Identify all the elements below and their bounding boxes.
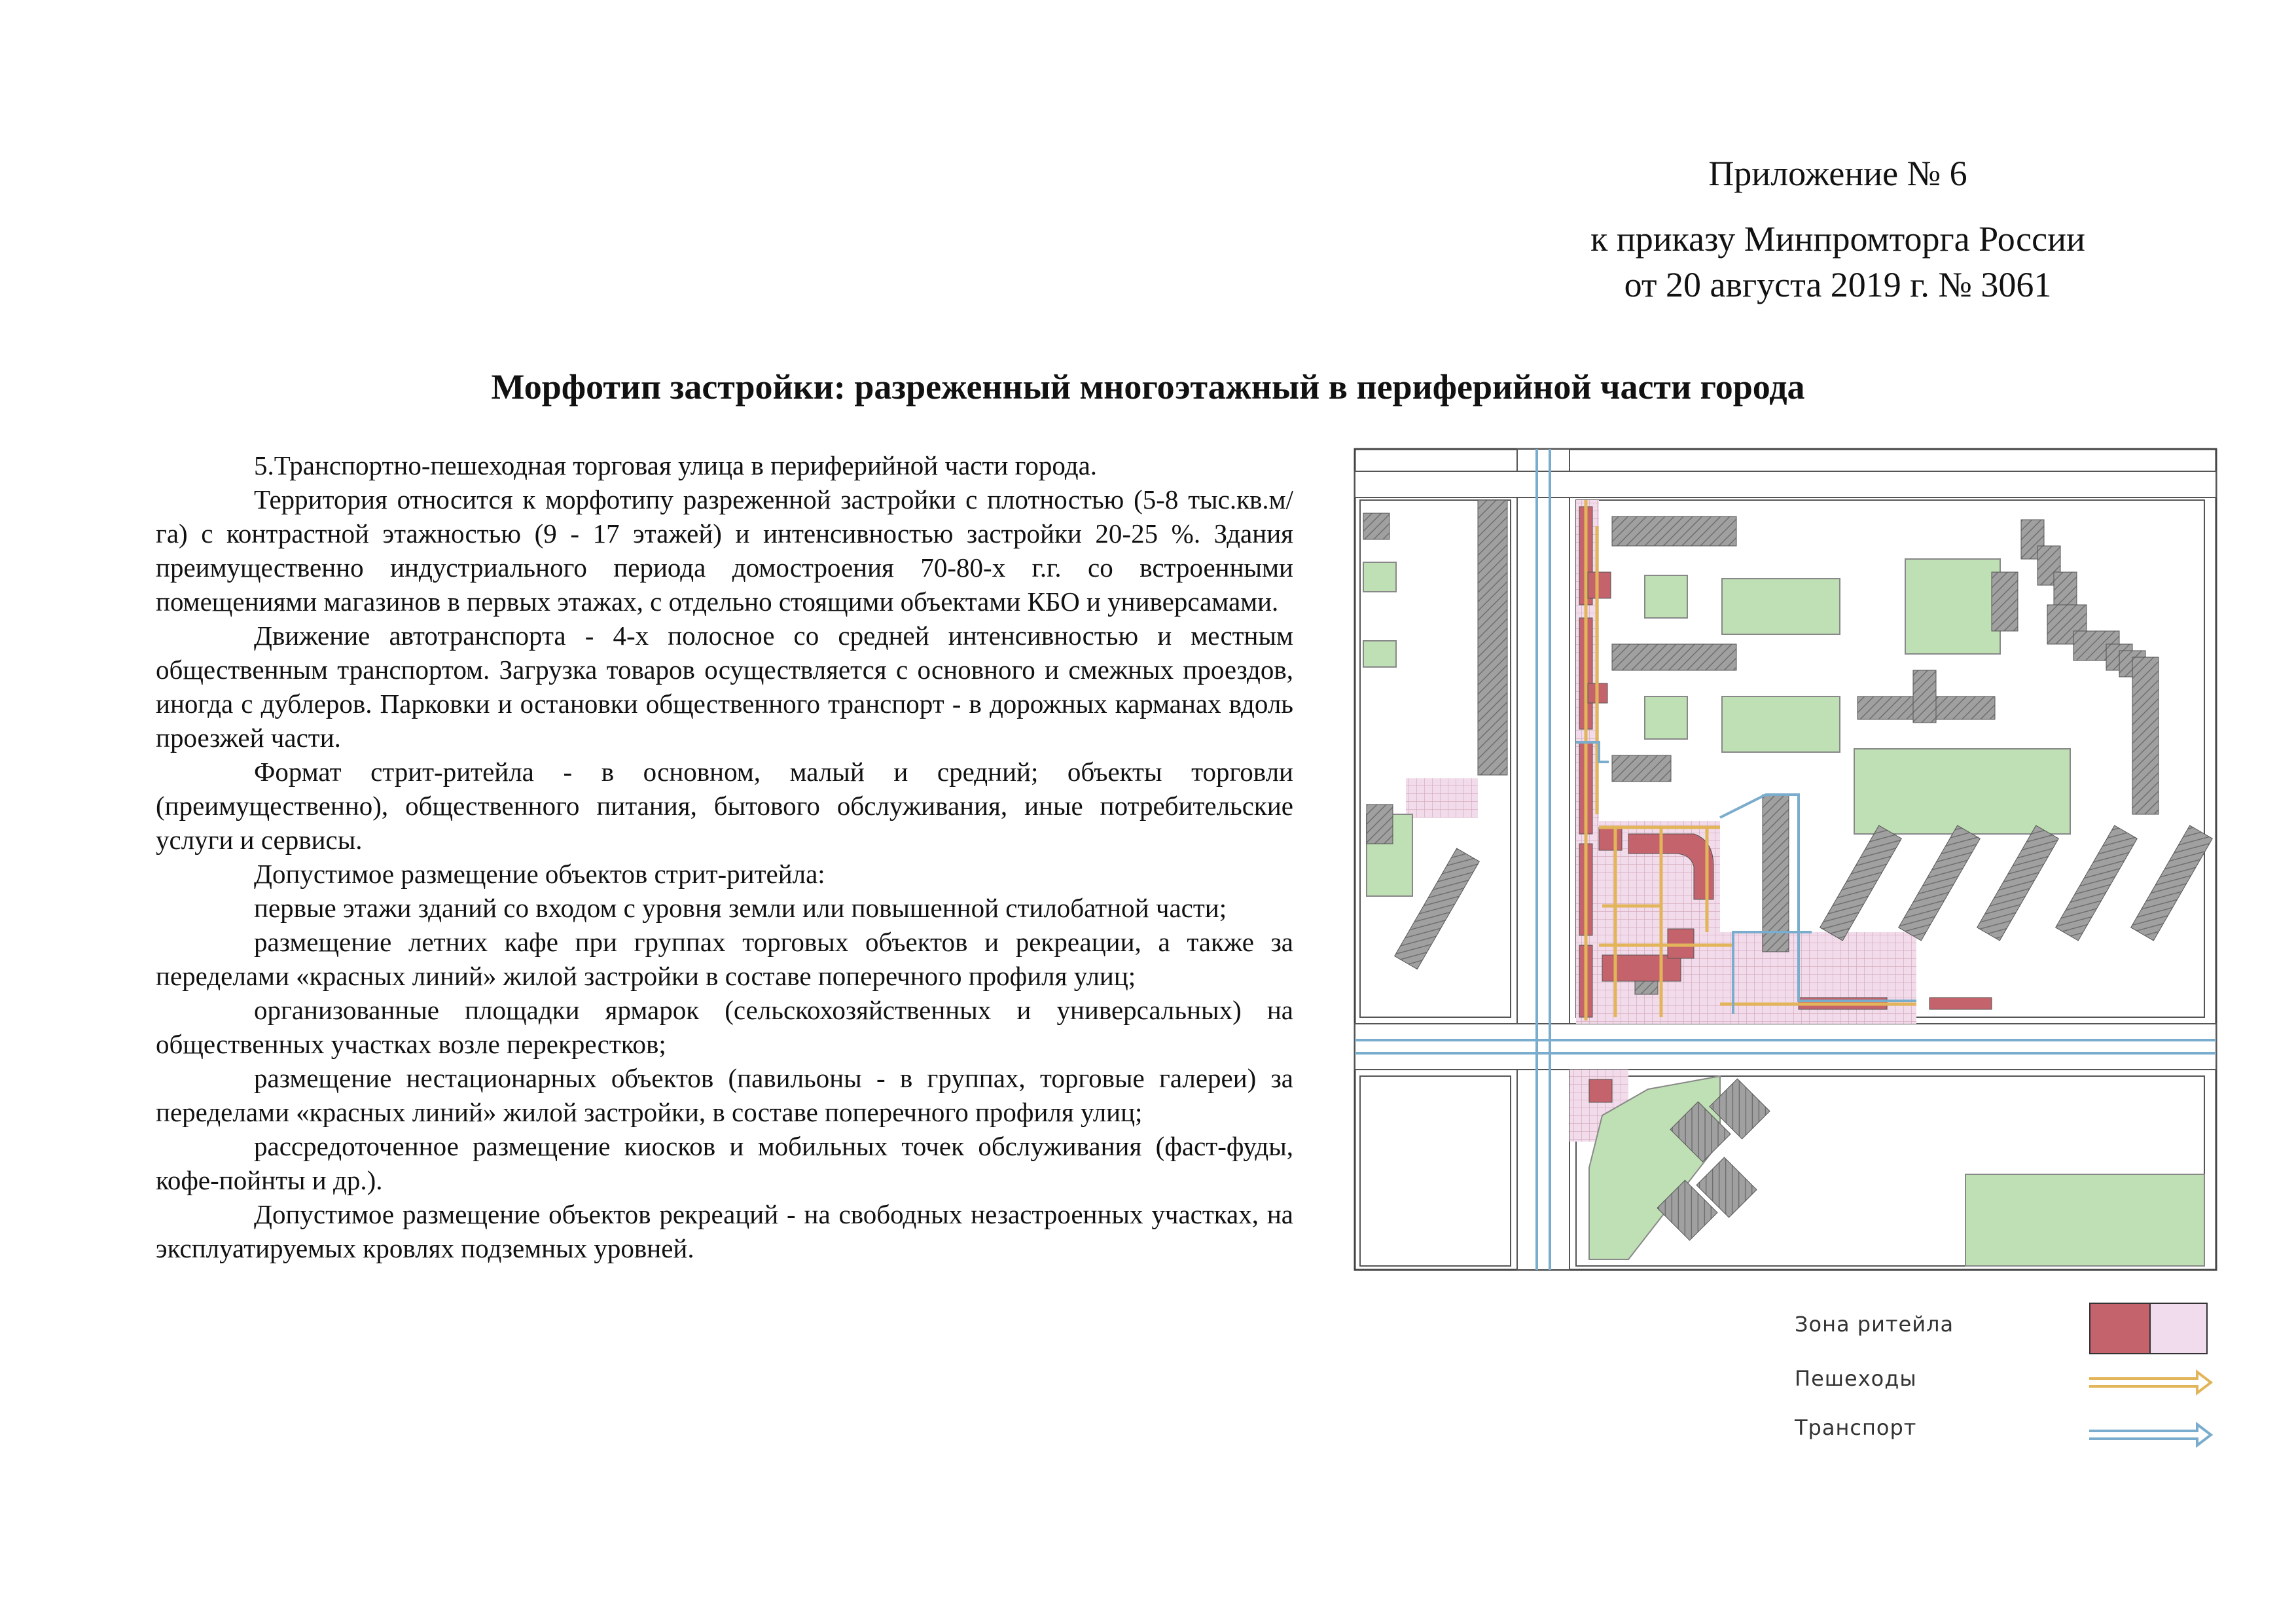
- paragraph: организованные площадки ярмарок (сельскохозяйственных и универсальных) на общественных участках возле перекрестков;: [156, 995, 1293, 1059]
- road-vertical: [1517, 449, 1570, 1270]
- paragraph: размещение нестационарных объектов (павильоны - в группах, торговые галереи) за переделами «красных линий» жилой застройки, в составе поперечного профиля улиц;: [156, 1063, 1293, 1127]
- building: [1612, 755, 1671, 782]
- paragraph: первые этажи зданий со входом с уровня земли или повышенной стилобатной части;: [254, 893, 1227, 923]
- building: [1612, 516, 1736, 546]
- transport-arrow-icon: [2089, 1422, 2214, 1448]
- green-area: [1722, 696, 1840, 752]
- green-area: [1645, 575, 1687, 618]
- body-text: [156, 448, 1293, 1265]
- order-reference: к приказу Минпромторга России: [1590, 219, 2085, 259]
- building: [1363, 513, 1390, 539]
- retail-building: [1588, 572, 1611, 598]
- green-area: [1645, 696, 1687, 739]
- page-title: Морфотип застройки: разреженный многоэтажный в периферийной части города: [491, 367, 1805, 406]
- green-area: [1905, 559, 2000, 654]
- retail-building: [1589, 1079, 1612, 1102]
- paragraph: Формат стрит-ритейла - в основном, малый и средний; объекты торговли (преимущественно), общественного питания, бытового обслуживания, иные потребительские услуги и сервисы.: [156, 757, 1293, 855]
- retail-building: [1929, 998, 1992, 1009]
- paragraph: 5.Транспортно-пешеходная торговая улица в периферийной части города.: [254, 450, 1098, 480]
- building: [1478, 500, 1507, 775]
- appendix-number: Приложение № 6: [1708, 154, 1967, 193]
- paragraph: Территория относится к морфотипу разреженной застройки с плотностью (5-8 тыс.кв.м/га) с контрастной этажностью (9 - 17 этажей) и интенсивностью застройки 20-25 %. Здания преимущественно индустриального периода домостроения 70-80-х г.г. со встроенными помещениями магазинов в первых этажах, с отдельно стоящими объектами КБО и универсамами.: [156, 484, 1293, 617]
- retail-zone-light-swatch: [2149, 1303, 2208, 1354]
- road-horizontal: [1355, 1024, 2216, 1070]
- paragraph: размещение летних кафе при группах торговых объектов и рекреации, а также за переделами «красных линий» жилой застройки в составе поперечного профиля улиц;: [156, 927, 1293, 991]
- green-area: [1854, 749, 2070, 834]
- document-header: [1478, 151, 2198, 308]
- legend-transport-label: Транспорт: [1795, 1415, 1917, 1440]
- building: [2132, 657, 2159, 814]
- paragraph: Допустимое размещение объектов стрит-ритейла:: [254, 859, 825, 889]
- order-date: от 20 августа 2019 г. № 3061: [1624, 265, 2052, 304]
- map-legend: [1795, 1297, 2227, 1454]
- legend-retail-label: Зона ритейла: [1795, 1312, 1954, 1337]
- green-area: [1965, 1174, 2204, 1266]
- green-area: [1363, 641, 1396, 667]
- retail-building: [1599, 827, 1622, 850]
- paragraph: Движение автотранспорта - 4-х полосное со средней интенсивностью и местным общественным транспортом. Загрузка товаров осуществляется с основного и смежных проездов, иногда с дублеров. Парковки и остановки общественного транспорт - в дорожных карманах вдоль проезжей части.: [156, 621, 1293, 753]
- site-plan-map: [1354, 448, 2217, 1271]
- building: [1913, 670, 1936, 723]
- paragraph: рассредоточенное размещение киосков и мобильных точек обслуживания (фаст-фуды, кофе-пойнты и др.).: [156, 1131, 1293, 1195]
- green-area: [1722, 579, 1840, 634]
- road-north: [1355, 471, 2216, 497]
- building: [1763, 795, 1789, 952]
- legend-pedestrian-label: Пешеходы: [1795, 1366, 1917, 1391]
- retail-zone-dark-swatch: [2089, 1303, 2151, 1354]
- paragraph: Допустимое размещение объектов рекреаций - на свободных незастроенных участках, на эксплуатируемых кровлях подземных уровней.: [156, 1199, 1293, 1263]
- green-area: [1363, 562, 1396, 592]
- pedestrian-arrow-icon: [2089, 1369, 2214, 1396]
- building: [1367, 804, 1393, 844]
- building: [1612, 644, 1736, 670]
- building: [1992, 572, 2018, 631]
- retail-zone: [1406, 778, 1478, 818]
